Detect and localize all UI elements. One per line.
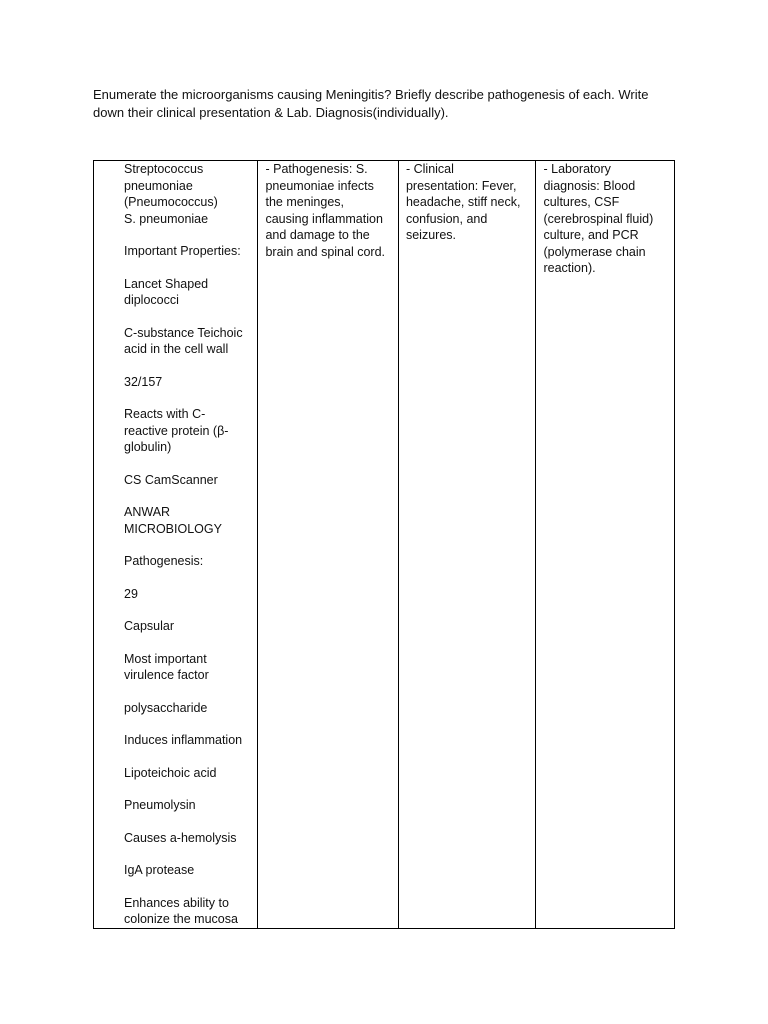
organism-column <box>94 161 257 928</box>
pathogenesis-column <box>257 161 398 928</box>
factor-item: Lipoteichoic acid <box>124 765 217 780</box>
factor-item: Causes a-hemolysis <box>124 830 237 845</box>
factor-item: polysaccharide <box>124 700 208 715</box>
factor-item: Enhances ability to colonize the mucosa <box>124 895 238 926</box>
factor-item: Capsular <box>124 619 175 633</box>
property-item: C-substance Teichoic acid in the cell wall <box>124 325 243 356</box>
clinical-text: - Clinical presentation: Fever, headache, stiff neck, confusion, and seizures. <box>405 162 521 242</box>
organism-name: Streptococcus pneumoniae (Pneumococcus) <box>124 162 218 209</box>
pathogenesis-text: - Pathogenesis: S. pneumoniae infects the meninges, causing inflammation and damage to the brain and spinal cord. <box>265 162 386 259</box>
answer-table <box>93 160 675 929</box>
property-item: Reacts with C- reactive protein (β- globulin) <box>124 407 229 454</box>
factor-item: IgA protease <box>124 863 195 877</box>
lab-diagnosis-text: - Laboratory diagnosis: Blood cultures, CSF (cerebrospinal fluid) culture, and PCR (polymerase chain reaction). <box>543 162 654 275</box>
page-reference: 32/157 <box>124 374 163 389</box>
source-text: ANWAR MICROBIOLOGY <box>124 505 222 536</box>
clinical-column <box>398 161 536 928</box>
organism-short-name: S. pneumoniae <box>124 211 209 226</box>
property-item: Lancet Shaped diplococci <box>124 276 209 307</box>
factor-item: Pneumolysin <box>124 798 196 812</box>
lab-diagnosis-column <box>535 161 674 928</box>
scanner-watermark-text: CS CamScanner <box>124 472 218 487</box>
factor-item: Most important virulence factor <box>124 651 209 682</box>
factor-item: Induces inflammation <box>124 733 243 747</box>
question-text: Enumerate the microorganisms causing Meningitis? Briefly describe pathogenesis of each. Write down their clinical presentation & Lab. Diagnosis(individually). <box>93 87 649 120</box>
properties-heading: Important Properties: <box>124 244 241 258</box>
page-number: 29 <box>124 586 138 601</box>
pathogenesis-heading: Pathogenesis: <box>124 554 204 568</box>
